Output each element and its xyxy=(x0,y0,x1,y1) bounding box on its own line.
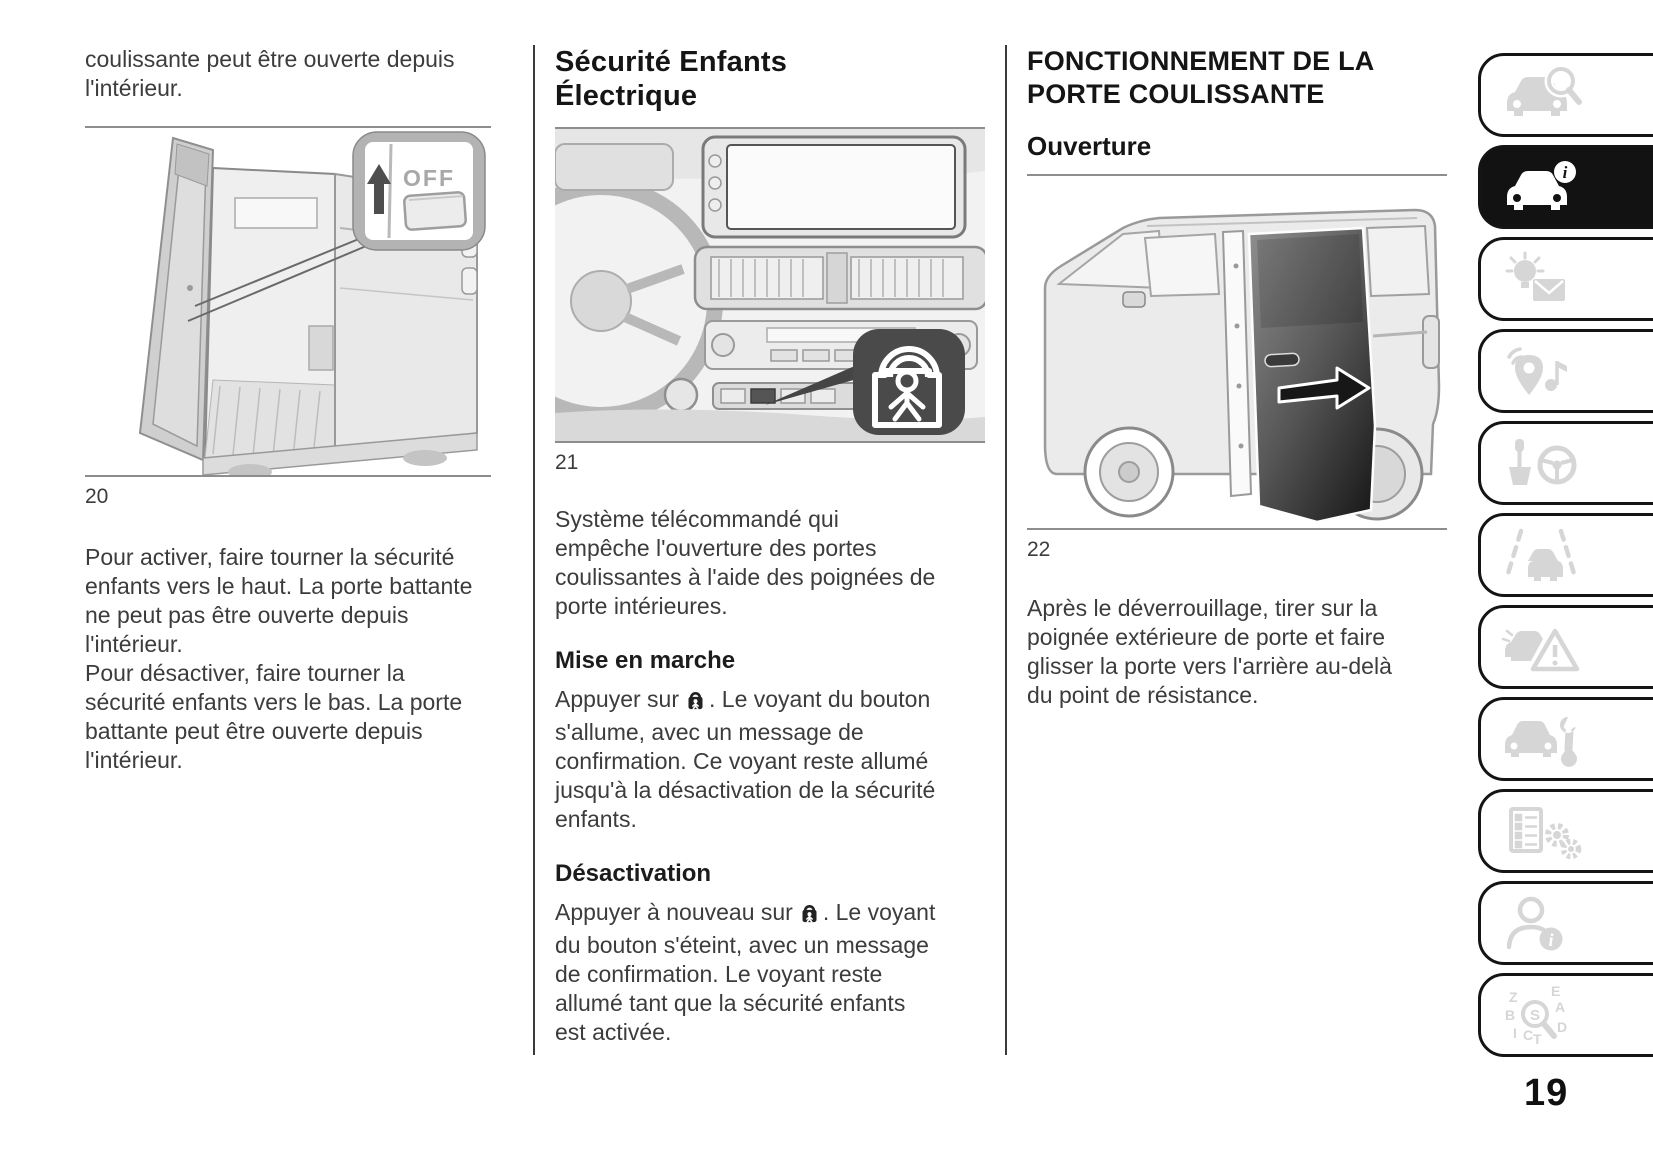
starting-driving-icon xyxy=(1499,433,1591,493)
child-lock-icon xyxy=(799,900,820,931)
tab-technical-data[interactable] xyxy=(1478,789,1653,873)
tab-alphabetical-index[interactable] xyxy=(1478,973,1653,1057)
tab-customer-information[interactable] xyxy=(1478,881,1653,965)
subheading-activation: Mise en marche xyxy=(555,647,736,674)
child-lock-icon xyxy=(685,687,706,718)
off-lever-inset xyxy=(353,132,485,250)
svg-text:OFF: OFF xyxy=(403,165,455,191)
vehicle-info-icon xyxy=(1499,157,1591,217)
svg-text:S: S xyxy=(1529,1007,1541,1024)
para-activation: Appuyer sur . Le voyant du bouton s'allume, avec un message de confirmation. Ce voyant reste allumé jusqu'à la désactivation de la sécurité enfants. xyxy=(555,686,936,832)
driving-assistance-icon xyxy=(1499,525,1591,585)
para-deactivation: Appuyer à nouveau sur . Le voyant du bouton s'éteint, avec un message de confirmation. Le voyant reste allumé tant que la sécurité enfants est activée. xyxy=(555,899,936,1045)
emergency-icon xyxy=(1499,617,1591,677)
svg-text:A: A xyxy=(1555,999,1566,1015)
para-activate: Pour activer, faire tourner la sécurité enfants vers le haut. La porte battante ne peut pas être ouverte depuis l'intérieur. xyxy=(85,544,473,657)
subheading-deactivation: Désactivation xyxy=(555,860,712,887)
tab-driving-assistance[interactable] xyxy=(1478,513,1653,597)
column-right xyxy=(1027,45,1447,710)
navigation-audio-icon xyxy=(1499,341,1591,401)
svg-text:I: I xyxy=(1513,1025,1517,1041)
figure-caption: 21 xyxy=(555,451,579,474)
tab-starting-driving[interactable] xyxy=(1478,421,1653,505)
figure-caption: 20 xyxy=(85,485,109,508)
van-sliding-door-illustration xyxy=(1027,176,1447,528)
servicing-icon xyxy=(1499,709,1591,769)
para-deactivate: Pour désactiver, faire tourner la sécurité enfants vers le bas. La porte battante peut être ouverte depuis l'intérieur. xyxy=(85,660,463,773)
vehicle-search-icon xyxy=(1499,65,1591,125)
intro-paragraph: coulissante peut être ouverte depuis l'intérieur. xyxy=(85,46,455,101)
van-rear-open-door-illustration xyxy=(85,128,491,475)
page-number: 19 xyxy=(1524,1072,1569,1114)
column-separator-2 xyxy=(1005,45,1007,1055)
figure-21 xyxy=(555,127,985,475)
dashboard-child-lock-illustration xyxy=(555,129,985,441)
svg-text:T: T xyxy=(1533,1031,1542,1046)
figure-bottom-rule xyxy=(1027,528,1447,530)
tab-vehicle-search[interactable] xyxy=(1478,53,1653,137)
subheading-ouverture: Ouverture xyxy=(1027,131,1152,161)
section-heading: FONCTIONNEMENT DE LA PORTE COULISSANTE xyxy=(1027,46,1374,109)
tab-warning-lights-messages[interactable] xyxy=(1478,237,1653,321)
alphabetical-index-icon xyxy=(1499,984,1591,1046)
para-system: Système télécommandé qui empêche l'ouverture des portes coulissantes à l'aide des poignées de porte intérieures. xyxy=(555,506,936,619)
svg-text:Z: Z xyxy=(1509,989,1518,1005)
customer-information-icon xyxy=(1499,893,1591,953)
svg-text:B: B xyxy=(1505,1007,1516,1023)
warning-lights-messages-icon xyxy=(1499,249,1591,309)
technical-data-icon xyxy=(1499,801,1591,861)
figure-22 xyxy=(1027,174,1447,562)
tab-servicing[interactable] xyxy=(1478,697,1653,781)
tab-vehicle-info[interactable] xyxy=(1478,145,1653,229)
child-lock-inset xyxy=(853,329,965,435)
tab-navigation-audio[interactable] xyxy=(1478,329,1653,413)
figure-bottom-rule xyxy=(85,475,491,477)
svg-text:i: i xyxy=(1548,930,1554,950)
svg-text:i: i xyxy=(1562,163,1568,182)
svg-text:E: E xyxy=(1551,984,1561,999)
svg-text:D: D xyxy=(1557,1019,1568,1035)
para-opening: Après le déverrouillage, tirer sur la poignée extérieure de porte et faire glisser la porte vers l'arrière au-delà du point de résistance. xyxy=(1027,595,1392,708)
figure-bottom-rule xyxy=(555,441,985,443)
column-middle xyxy=(555,45,985,1047)
section-heading: Sécurité Enfants Électrique xyxy=(555,46,788,112)
chapter-tab-sidebar xyxy=(1478,53,1653,1057)
column-left xyxy=(85,45,491,775)
figure-20 xyxy=(85,126,491,509)
tab-emergency[interactable] xyxy=(1478,605,1653,689)
column-separator-1 xyxy=(533,45,535,1055)
figure-caption: 22 xyxy=(1027,538,1051,561)
svg-text:C: C xyxy=(1523,1027,1534,1043)
